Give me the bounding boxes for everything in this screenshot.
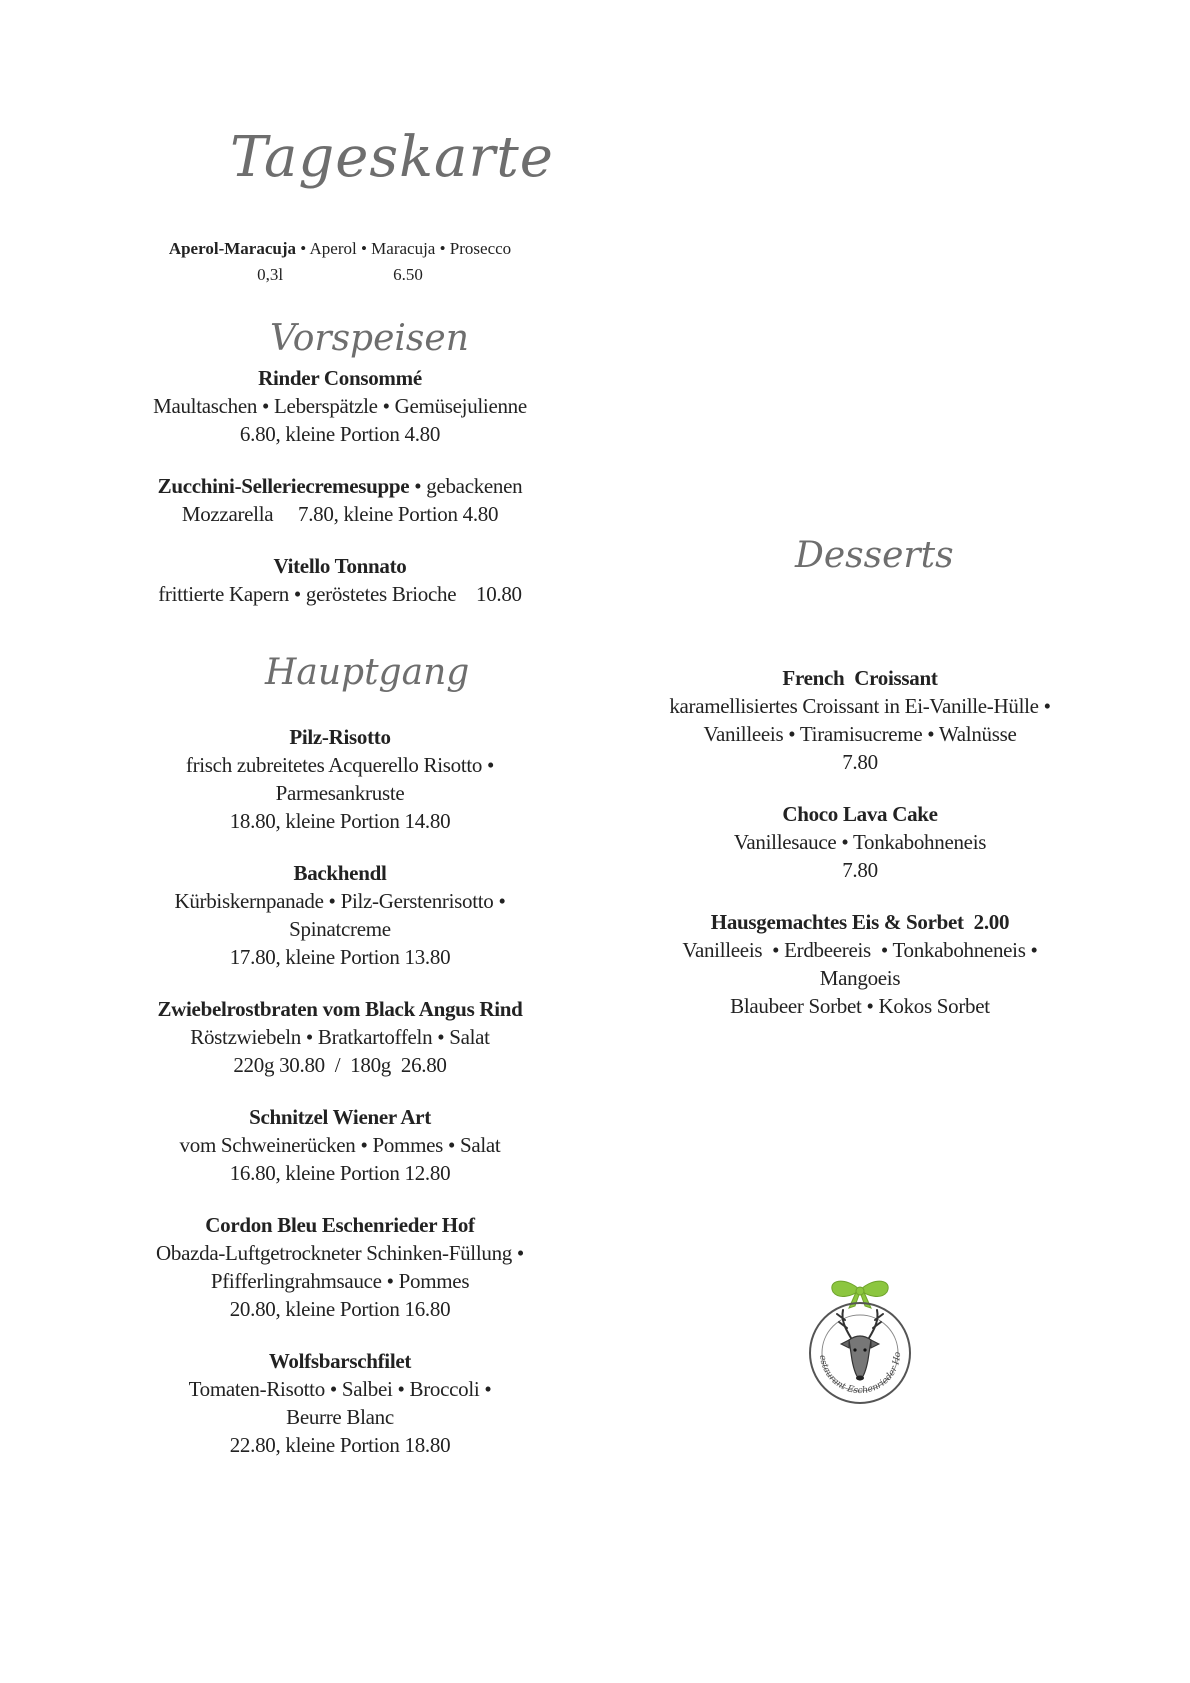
dish-line: Obazda-Luftgetrockneter Schinken-Füllung • [156, 1241, 524, 1265]
section-title-mains: Hauptgang [265, 652, 470, 693]
dish-line: Blaubeer Sorbet • Kokos Sorbet [730, 994, 990, 1018]
dish-line: Vanilleeis • Erdbeereis • Tonkabohneneis • [682, 938, 1038, 962]
dish-line: Kürbiskernpanade • Pilz-Gerstenrisotto • [174, 889, 506, 913]
dish-price: 20.80, kleine Portion 16.80 [229, 1297, 451, 1321]
dish-line: karamellisiertes Croissant in Ei-Vanille-Hülle • [669, 694, 1051, 718]
dish-item [620, 664, 1100, 776]
dish-price: 16.80, kleine Portion 12.80 [229, 1161, 451, 1185]
logo-text: estaurant Eschenrieder Ho [817, 1351, 904, 1397]
dish-name: Choco Lava Cake [782, 802, 938, 826]
dish-item [90, 472, 590, 528]
dish-line: Maultaschen • Leberspätzle • Gemüsejulienne [153, 394, 527, 418]
dish-item [90, 1347, 590, 1459]
dish-price: 220g 30.80 / 180g 26.80 [233, 1053, 447, 1077]
dish-line: Beurre Blanc [286, 1405, 394, 1429]
dish-price: 7.80 [842, 858, 878, 882]
dish-name: Pilz-Risotto [289, 725, 391, 749]
dish-price: 18.80, kleine Portion 14.80 [229, 809, 451, 833]
page-title: Tageskarte [230, 125, 554, 190]
dish-item [90, 1211, 590, 1323]
dish-line: Mozzarella 7.80, kleine Portion 4.80 [181, 502, 499, 526]
dish-name: Vitello Tonnato [273, 554, 407, 578]
dish-line: Röstzwiebeln • Bratkartoffeln • Salat [190, 1025, 490, 1049]
dish-name-suffix: • gebackenen [409, 474, 523, 498]
desserts-list [620, 664, 1100, 1020]
dish-price: 17.80, kleine Portion 13.80 [229, 945, 451, 969]
dish-item [620, 800, 1100, 884]
dish-line: Pfifferlingrahmsauce • Pommes [210, 1269, 470, 1293]
dish-line: Mangoeis [819, 966, 901, 990]
dish-line: Spinatcreme [289, 917, 391, 941]
dish-item [90, 1103, 590, 1187]
section-title-desserts: Desserts [795, 535, 954, 576]
section-title-starters: Vorspeisen [270, 318, 469, 359]
dish-name: Backhendl [293, 861, 387, 885]
dish-line: frittierte Kapern • geröstetes Brioche 10.80 [158, 582, 522, 606]
dish-item [90, 859, 590, 971]
dish-price: 22.80, kleine Portion 18.80 [229, 1433, 451, 1457]
aperitif-price: 6.50 [393, 265, 423, 284]
dish-name: Cordon Bleu Eschenrieder Hof [205, 1213, 475, 1237]
aperitif [120, 236, 560, 288]
dish-line: Tomaten-Risotto • Salbei • Broccoli • [188, 1377, 492, 1401]
starters-list [90, 364, 590, 608]
dish-price: 6.80, kleine Portion 4.80 [239, 422, 441, 446]
dish-name: Zucchini-Selleriecremesuppe [157, 474, 410, 498]
dish-line: frisch zubreitetes Acquerello Risotto • [185, 753, 495, 777]
dish-name: French Croissant [782, 666, 938, 690]
dish-name: Hausgemachtes Eis & Sorbet 2.00 [710, 910, 1010, 934]
aperitif-ingredients: • Aperol • Maracuja • Prosecco [295, 239, 512, 258]
dish-item [90, 995, 590, 1079]
dish-name: Wolfsbarschfilet [268, 1349, 412, 1373]
dish-line: Parmesankruste [275, 781, 405, 805]
dish-line: Vanillesauce • Tonkabohneneis [733, 830, 987, 854]
dish-line: vom Schweinerücken • Pommes • Salat [179, 1133, 501, 1157]
dish-name: Schnitzel Wiener Art [249, 1105, 431, 1129]
dish-item [90, 364, 590, 448]
dish-item [620, 908, 1100, 1020]
mains-list [90, 723, 590, 1459]
restaurant-logo [805, 1268, 915, 1408]
dish-item [90, 552, 590, 608]
dish-line: Vanilleeis • Tiramisucreme • Walnüsse [703, 722, 1017, 746]
aperitif-size: 0,3l [257, 265, 284, 284]
dish-name: Zwiebelrostbraten vom Black Angus Rind [157, 997, 523, 1021]
dish-price: 7.80 [842, 750, 878, 774]
deer-head-icon [805, 1268, 915, 1408]
aperitif-name: Aperol-Maracuja [168, 239, 296, 258]
dish-name: Rinder Consommé [258, 366, 422, 390]
dish-item [90, 723, 590, 835]
